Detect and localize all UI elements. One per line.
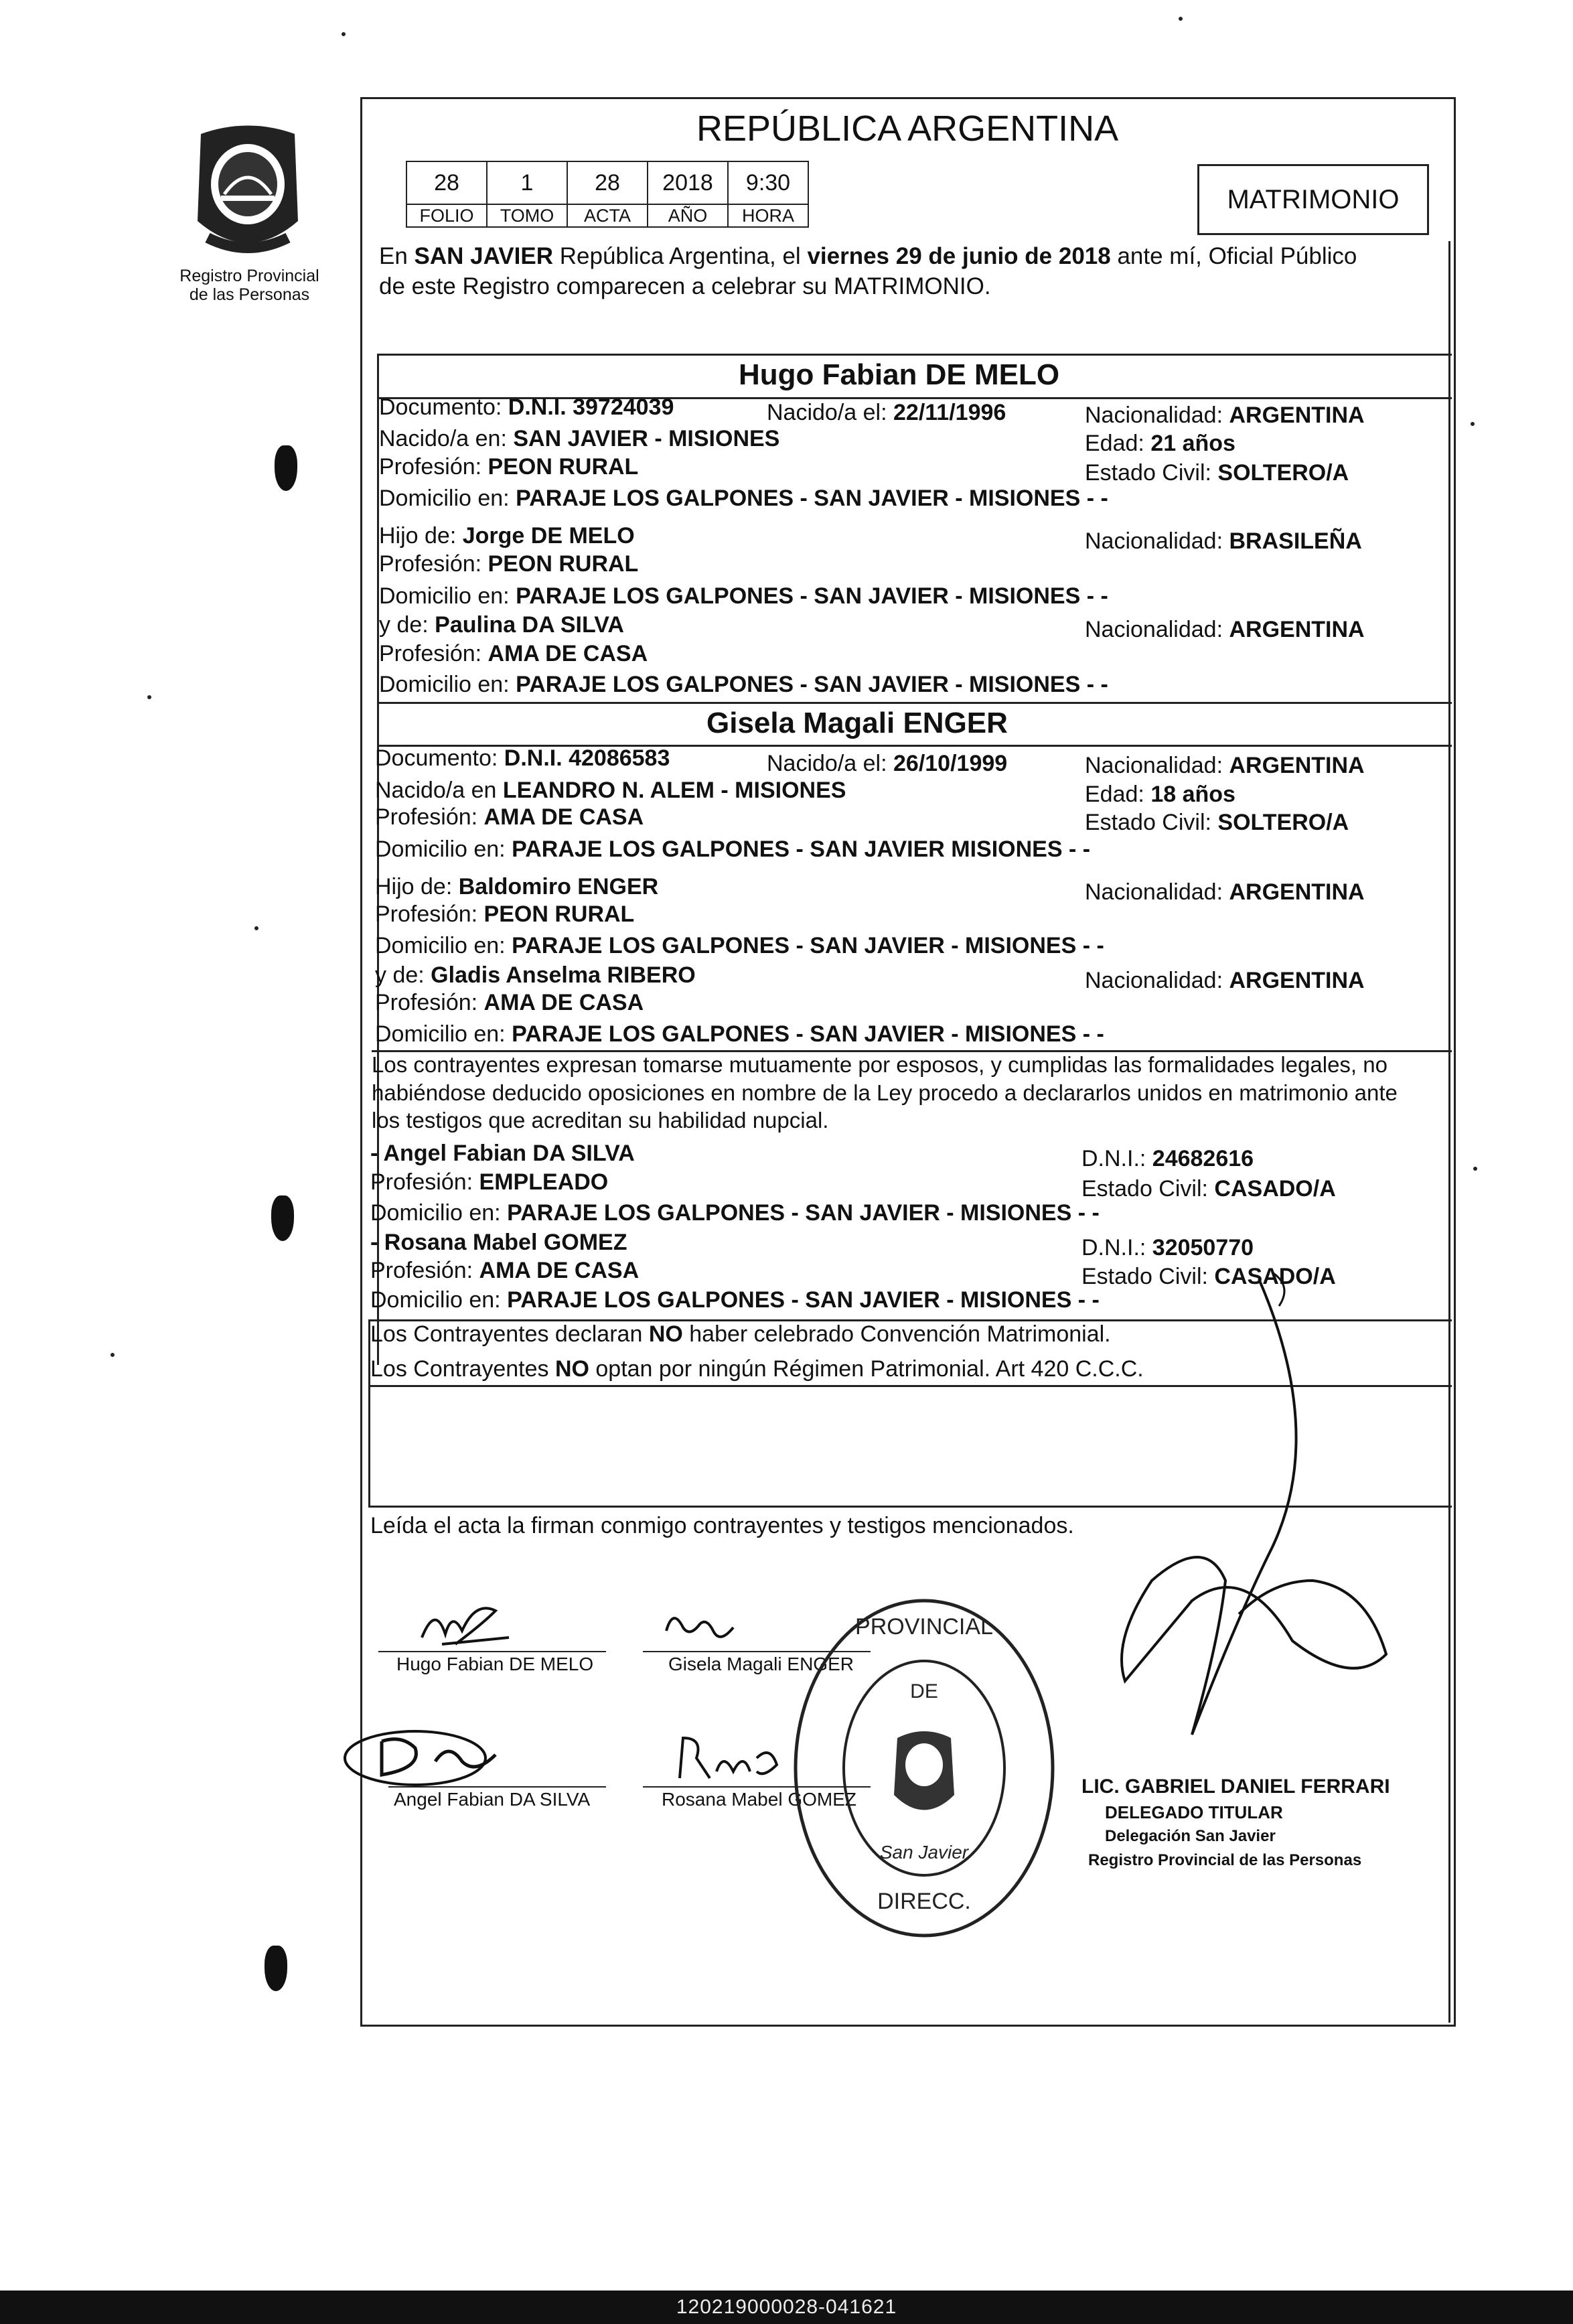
- intro-line-2: de este Registro comparecen a celebrar su MATRIMONIO.: [379, 273, 991, 299]
- bride-civil-status: Estado Civil: SOLTERO/A: [1085, 810, 1349, 835]
- country-title: REPÚBLICA ARGENTINA: [696, 108, 1119, 149]
- official-stamp: [790, 1594, 1058, 1942]
- declaration-line-1: Los contrayentes expresan tomarse mutuamente por esposos, y cumplidas las formalidades legales, no: [372, 1052, 1388, 1077]
- svg-text:PROVINCIAL: PROVINCIAL: [855, 1614, 993, 1640]
- witness-2-address: Domicilio en: PARAJE LOS GALPONES - SAN JAVIER - MISIONES - -: [370, 1287, 1100, 1313]
- registry-logo: [181, 121, 315, 261]
- bride-signature: [660, 1604, 740, 1651]
- acta-label: ACTA: [567, 204, 648, 227]
- groom-signature-label: Hugo Fabian DE MELO: [396, 1654, 594, 1674]
- acta-value: 28: [567, 161, 648, 204]
- groom-father-address: Domicilio en: PARAJE LOS GALPONES - SAN JAVIER - MISIONES - -: [379, 583, 1108, 609]
- punch-hole-mark-3: [265, 1946, 287, 1991]
- groom-nationality: Nacionalidad: ARGENTINA: [1085, 403, 1365, 428]
- official-title: DELEGADO TITULAR: [1105, 1802, 1283, 1822]
- logo-caption-2: de las Personas: [189, 285, 310, 304]
- document-code: 120219000028-041621: [0, 2291, 1573, 2324]
- witness-1-signature-label: Angel Fabian DA SILVA: [394, 1789, 591, 1810]
- hour-label: HORA: [728, 204, 808, 227]
- declaration-line-2: habiéndose deducido oposiciones en nombre de la Ley procedo a declararlos unidos en matrimonio ante: [372, 1080, 1398, 1105]
- bride-mother-address: Domicilio en: PARAJE LOS GALPONES - SAN JAVIER - MISIONES - -: [375, 1021, 1104, 1047]
- bride-nationality: Nacionalidad: ARGENTINA: [1085, 753, 1365, 778]
- official-name: LIC. GABRIEL DANIEL FERRARI: [1081, 1775, 1390, 1798]
- declaration-line-3: los testigos que acreditan su habilidad nupcial.: [372, 1108, 829, 1133]
- registry-table: [406, 161, 809, 228]
- tomo-value: 1: [487, 161, 567, 204]
- groom-mother: y de: Paulina DA SILVA: [379, 612, 624, 638]
- folio-value: 28: [406, 161, 487, 204]
- svg-text:DIRECC.: DIRECC.: [877, 1889, 971, 1914]
- witness-2-signature-label: Rosana Mabel GOMEZ: [662, 1789, 856, 1810]
- groom-father: Hijo de: Jorge DE MELO: [379, 523, 635, 549]
- groom-address: Domicilio en: PARAJE LOS GALPONES - SAN JAVIER - MISIONES - -: [379, 486, 1108, 511]
- groom-signature: [415, 1597, 516, 1651]
- groom-age: Edad: 21 años: [1085, 431, 1235, 456]
- bride-father-nationality: Nacionalidad: ARGENTINA: [1085, 879, 1365, 905]
- official-signature: [1071, 1266, 1406, 1802]
- bride-father: Hijo de: Baldomiro ENGER: [375, 874, 659, 899]
- closing-statement: Leída el acta la firman conmigo contrayentes y testigos mencionados.: [370, 1513, 1074, 1538]
- intro-line-1: En SAN JAVIER República Argentina, el viernes 29 de junio de 2018 ante mí, Oficial Público: [379, 243, 1357, 269]
- groom-document: Documento: D.N.I. 39724039: [379, 394, 674, 420]
- bride-father-address: Domicilio en: PARAJE LOS GALPONES - SAN JAVIER - MISIONES - -: [375, 933, 1104, 958]
- witness-1-name: - Angel Fabian DA SILVA: [370, 1141, 635, 1166]
- groom-name: Hugo Fabian DE MELO: [739, 358, 1060, 391]
- punch-hole-mark-1: [275, 445, 297, 491]
- witness-1-dni: D.N.I.: 24682616: [1081, 1146, 1254, 1171]
- bride-profession: Profesión: AMA DE CASA: [375, 804, 644, 830]
- act-type-box: MATRIMONIO: [1197, 164, 1429, 235]
- year-label: AÑO: [648, 204, 728, 227]
- witness-2-profession: Profesión: AMA DE CASA: [370, 1258, 640, 1283]
- groom-mother-address: Domicilio en: PARAJE LOS GALPONES - SAN JAVIER - MISIONES - -: [379, 672, 1108, 697]
- bride-father-profession: Profesión: PEON RURAL: [375, 901, 635, 927]
- bride-birth-date: Nacido/a el: 26/10/1999: [767, 751, 1008, 776]
- bride-age: Edad: 18 años: [1085, 782, 1235, 807]
- tomo-label: TOMO: [487, 204, 567, 227]
- punch-hole-mark-2: [271, 1195, 294, 1241]
- bride-signature-label: Gisela Magali ENGER: [668, 1654, 854, 1674]
- groom-civil-status: Estado Civil: SOLTERO/A: [1085, 460, 1349, 486]
- folio-label: FOLIO: [406, 204, 487, 227]
- groom-father-profession: Profesión: PEON RURAL: [379, 551, 639, 577]
- witness-2-signature: [670, 1731, 783, 1785]
- note-regime: Los Contrayentes NO optan por ningún Régimen Patrimonial. Art 420 C.C.C.: [370, 1356, 1144, 1382]
- hour-value: 9:30: [728, 161, 808, 204]
- groom-mother-nationality: Nacionalidad: ARGENTINA: [1085, 617, 1365, 642]
- official-registry: Registro Provincial de las Personas: [1088, 1851, 1362, 1869]
- witness-2-dni: D.N.I.: 32050770: [1081, 1235, 1254, 1260]
- witness-1-address: Domicilio en: PARAJE LOS GALPONES - SAN JAVIER - MISIONES - -: [370, 1200, 1100, 1226]
- bride-name: Gisela Magali ENGER: [706, 707, 1008, 739]
- bride-mother: y de: Gladis Anselma RIBERO: [375, 962, 696, 988]
- svg-text:DE: DE: [910, 1680, 938, 1702]
- witness-2-name: - Rosana Mabel GOMEZ: [370, 1230, 627, 1255]
- logo-caption-1: Registro Provincial: [179, 267, 319, 285]
- groom-birth-date: Nacido/a el: 22/11/1996: [767, 400, 1006, 425]
- witness-1-civil-status: Estado Civil: CASADO/A: [1081, 1176, 1336, 1202]
- bride-mother-nationality: Nacionalidad: ARGENTINA: [1085, 968, 1365, 993]
- groom-father-nationality: Nacionalidad: BRASILEÑA: [1085, 528, 1362, 554]
- witness-1-signature: [342, 1721, 509, 1795]
- bride-birthplace: Nacido/a en LEANDRO N. ALEM - MISIONES: [375, 778, 846, 803]
- witness-1-profession: Profesión: EMPLEADO: [370, 1169, 609, 1195]
- bride-address: Domicilio en: PARAJE LOS GALPONES - SAN JAVIER MISIONES - -: [375, 837, 1091, 862]
- year-value: 2018: [648, 161, 728, 204]
- groom-mother-profession: Profesión: AMA DE CASA: [379, 641, 648, 666]
- groom-birthplace: Nacido/a en: SAN JAVIER - MISIONES: [379, 426, 780, 451]
- svg-text:San Javier: San Javier: [879, 1842, 969, 1863]
- witness-2-civil-status: Estado Civil: CASADO/A: [1081, 1264, 1336, 1289]
- groom-profession: Profesión: PEON RURAL: [379, 454, 639, 480]
- note-convention: Los Contrayentes declaran NO haber celebrado Convención Matrimonial.: [370, 1321, 1111, 1347]
- bride-document: Documento: D.N.I. 42086583: [375, 745, 670, 771]
- official-office: Delegación San Javier: [1105, 1827, 1276, 1845]
- bride-mother-profession: Profesión: AMA DE CASA: [375, 990, 644, 1015]
